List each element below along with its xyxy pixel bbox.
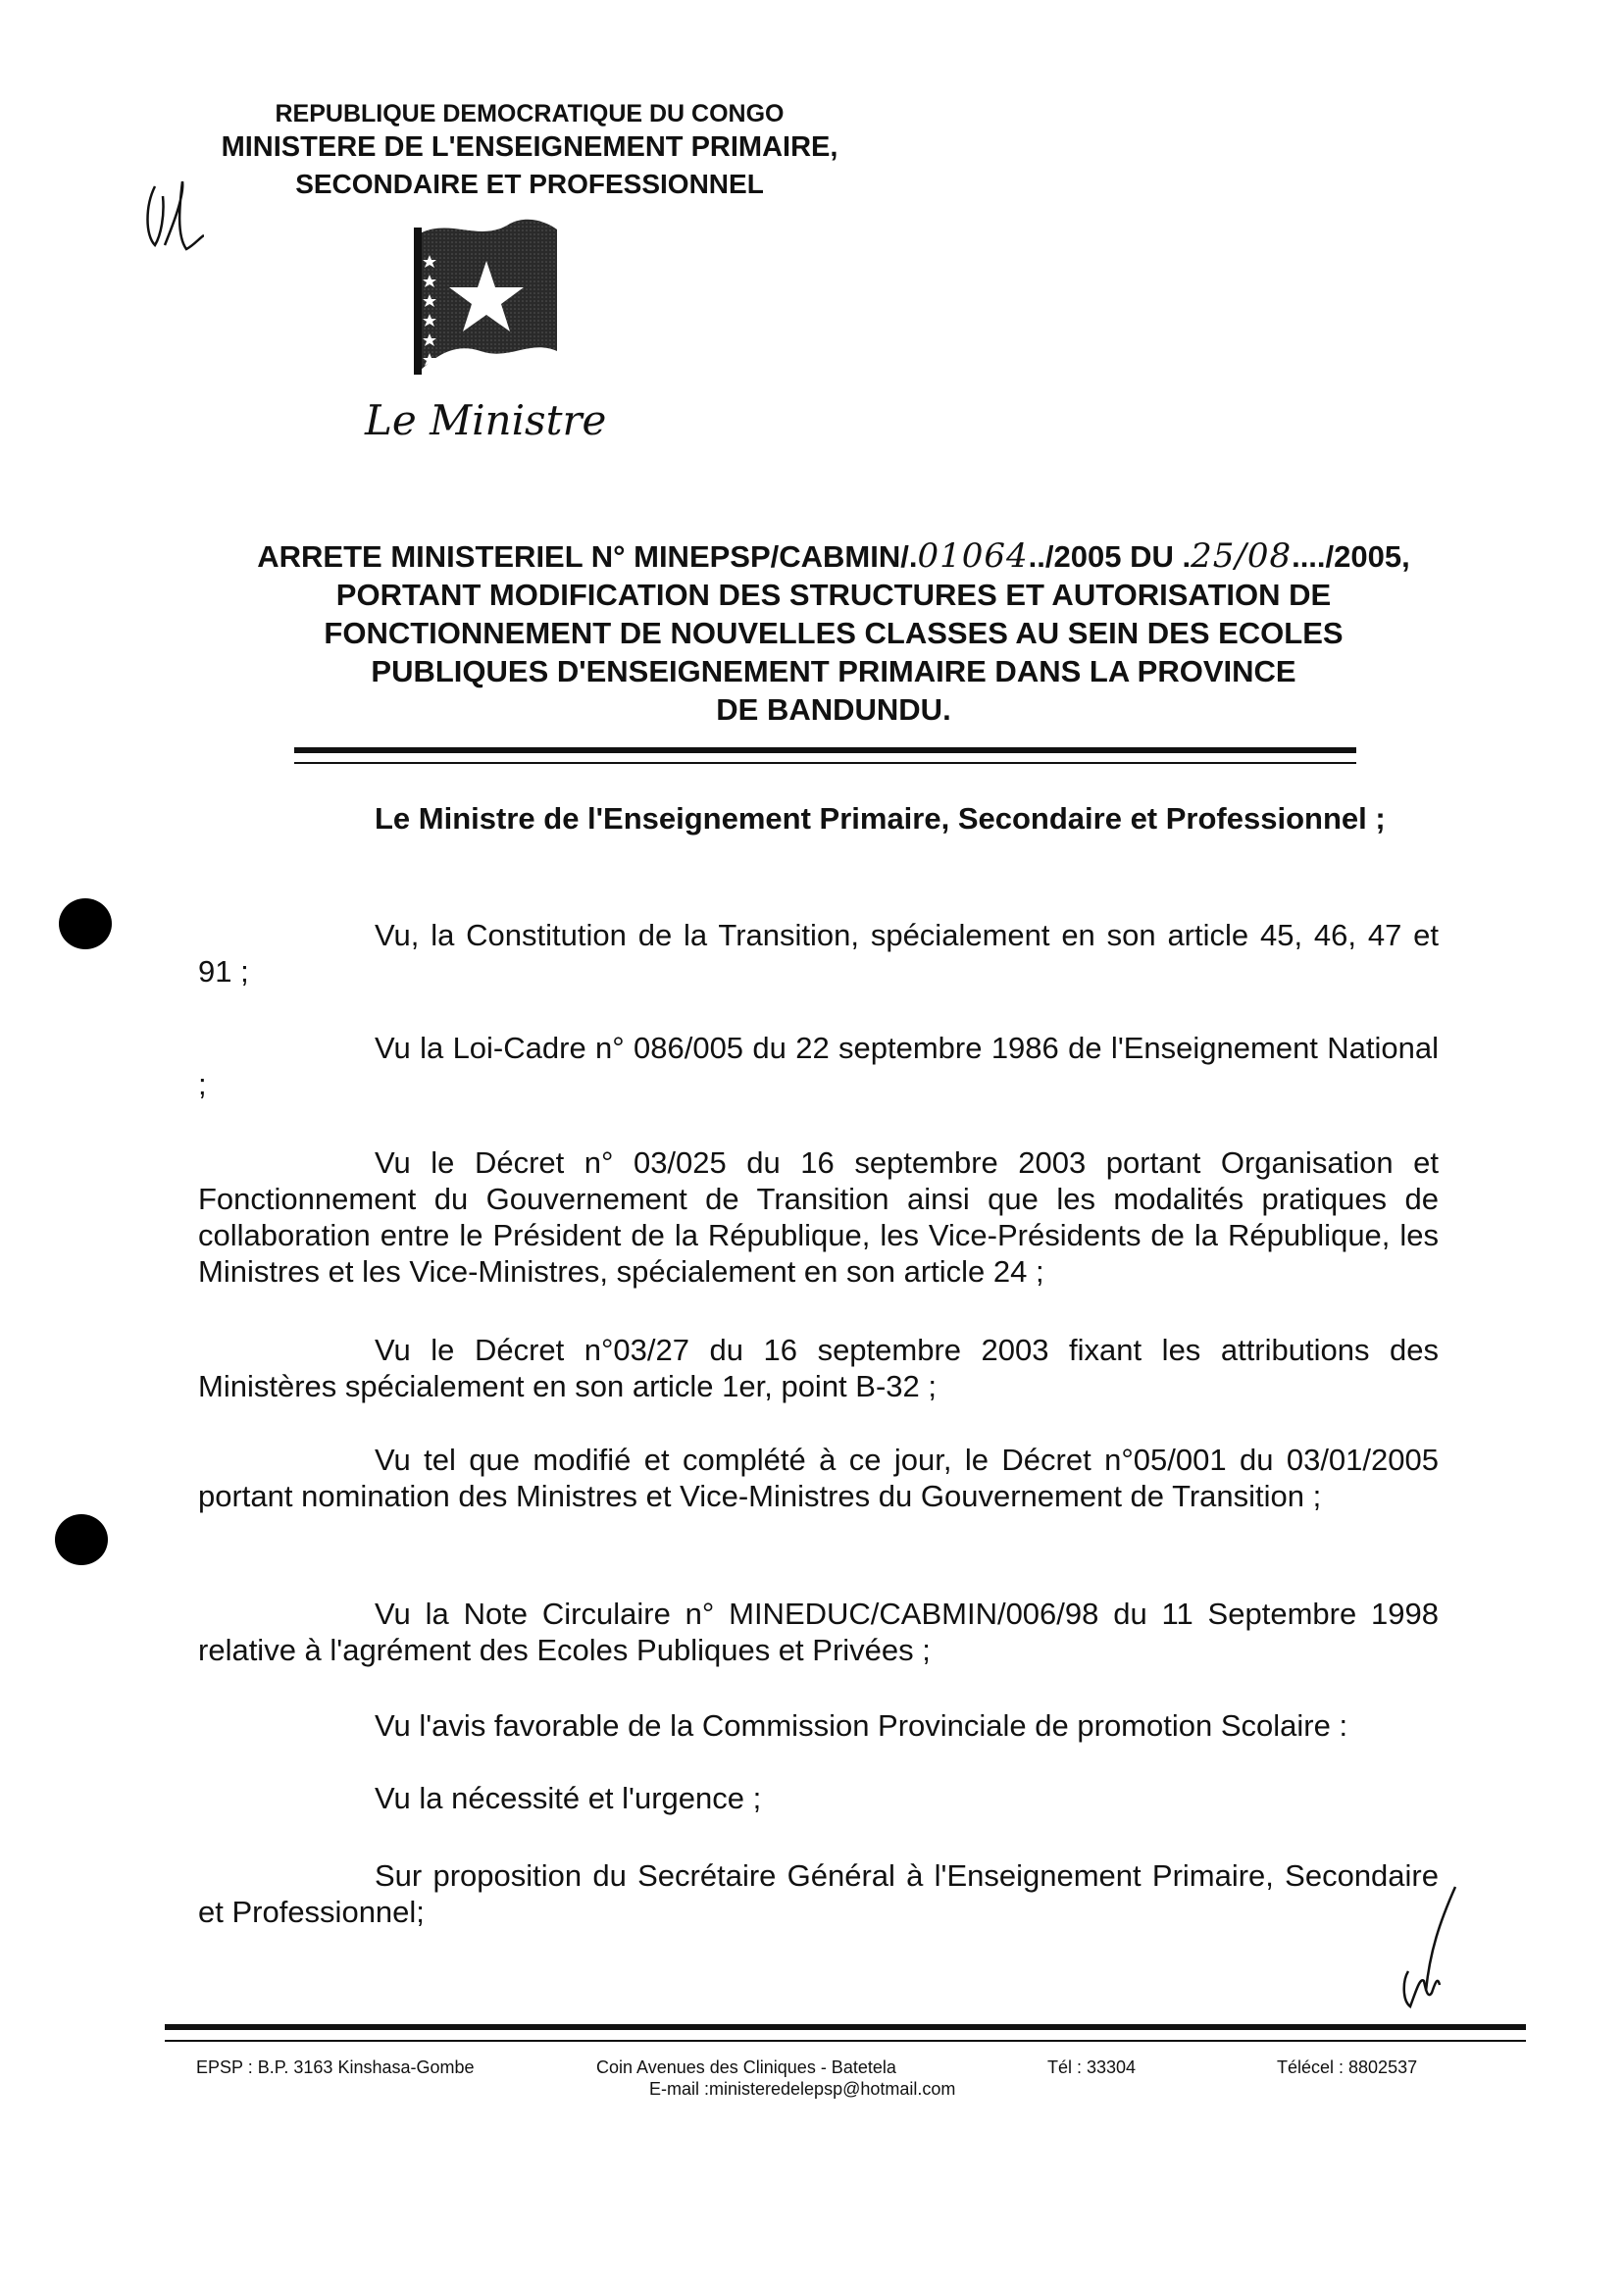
paragraph-proposition: Sur proposition du Secrétaire Général à l'Enseignement Primaire, Secondaire et Professionnel; — [198, 1858, 1439, 1929]
footer-street: Coin Avenues des Cliniques - Batetela — [596, 2057, 896, 2077]
footer-tel: Tél : 33304 — [1047, 2057, 1137, 2077]
intro-paragraph: Le Ministre de l'Enseignement Primaire, Secondaire et Professionnel ; — [375, 801, 1386, 836]
le-ministre-caption: Le Ministre — [365, 396, 607, 444]
signature-paraph — [1381, 1883, 1459, 2030]
header-ministry: MINISTERE DE L'ENSEIGNEMENT PRIMAIRE, — [221, 131, 838, 163]
paragraph-loi-cadre: Vu la Loi-Cadre n° 086/005 du 22 septembre 1986 de l'Enseignement National ; — [198, 1031, 1439, 1101]
paragraph-avis-favorable: Vu l'avis favorable de la Commission Provinciale de promotion Scolaire : — [375, 1708, 1348, 1743]
title-divider — [294, 747, 1356, 764]
paragraph-decret-05-001: Vu tel que modifié et complété à ce jour, le Décret n°05/001 du 03/01/2005 portant nomination des Ministres et Vice-Ministres du Gouvernement de Transition ; — [198, 1443, 1439, 1513]
punch-hole — [55, 1514, 108, 1565]
decree-title — [196, 537, 1471, 729]
handwritten-number: 01064 — [917, 536, 1029, 576]
paragraph-note-circulaire: Vu la Note Circulaire n° MINEDUC/CABMIN/006/98 du 11 Septembre 1998 relative à l'agrément des Ecoles Publiques et Privées ; — [198, 1597, 1439, 1667]
punch-hole — [59, 898, 112, 949]
handwritten-date: 25/08 — [1191, 536, 1293, 576]
title-line-1: ARRETE MINISTERIEL N° MINEPSP/CABMIN/.01064../2005 DU .25/08..../2005, — [257, 536, 1410, 576]
paragraph-decret-03-27: Vu le Décret n°03/27 du 16 septembre 2003 fixant les attributions des Ministères spécialement en son article 1er, point B-32 ; — [198, 1333, 1439, 1403]
flag-with-star-icon — [412, 214, 561, 381]
header-ministry-2: SECONDAIRE ET PROFESSIONNEL — [295, 169, 764, 199]
footer-divider — [165, 2024, 1526, 2042]
footer-telecel: Télécel : 8802537 — [1277, 2057, 1418, 2077]
handwritten-initials — [126, 167, 204, 255]
paragraph-constitution: Vu, la Constitution de la Transition, spécialement en son article 45, 46, 47 et 91 ; — [198, 918, 1439, 989]
paragraph-decret-03-025: Vu le Décret n° 03/025 du 16 septembre 2003 portant Organisation et Fonctionnement du Gouvernement de Transition ainsi que les modalités pratiques de collaboration entre le Président de la République, les Vice-Présidents de la République, les Ministres et les Vice-Ministres, spécialement en son article 24 ; — [198, 1145, 1439, 1289]
footer-address: EPSP : B.P. 3163 Kinshasa-Gombe — [196, 2057, 475, 2077]
footer-email: E-mail :ministeredelepsp@hotmail.com — [649, 2079, 956, 2099]
header-country: REPUBLIQUE DEMOCRATIQUE DU CONGO — [275, 100, 785, 127]
paragraph-necessite: Vu la nécessité et l'urgence ; — [375, 1781, 762, 1815]
title-line-3: FONCTIONNEMENT DE NOUVELLES CLASSES AU SEIN DES ECOLES — [324, 616, 1344, 650]
title-line-4: PUBLIQUES D'ENSEIGNEMENT PRIMAIRE DANS LA PROVINCE — [371, 654, 1296, 688]
title-line-5: DE BANDUNDU. — [716, 692, 951, 727]
title-line-2: PORTANT MODIFICATION DES STRUCTURES ET AUTORISATION DE — [335, 578, 1332, 612]
